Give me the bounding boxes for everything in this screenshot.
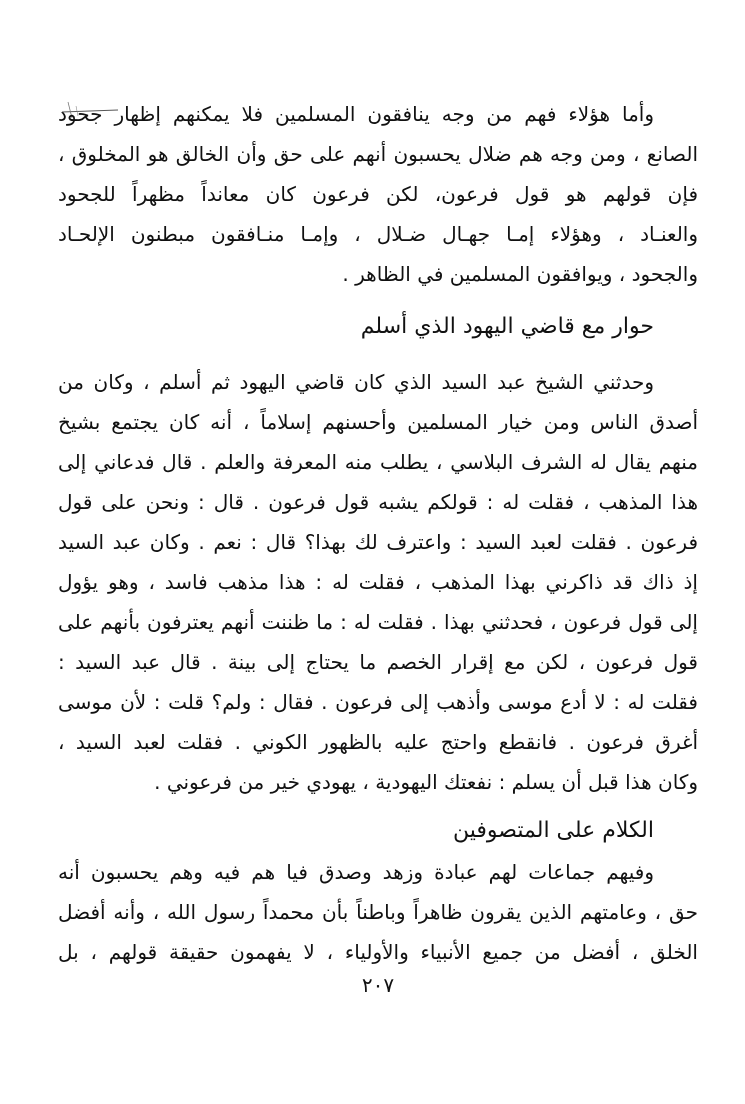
text-line: وأما هؤلاء فهم من وجه ينافقون المسلمين فلا يمكنهم إظهار جحود xyxy=(58,102,654,126)
text-line: وفيهم جماعات لهم عبادة وزهد وصدق فيا هم فيه وهم يحسبون أنه xyxy=(58,860,654,884)
text-line: إذ ذاك قد ذاكرني بهذا المذهب ، فقلت له : هذا مذهب فاسد ، وهو يؤول xyxy=(58,570,698,594)
text-line: قول فرعون ، لكن مع إقرار الخصم ما يحتاج إلى بينة . قال عبد السيد : xyxy=(58,650,698,674)
text-line: فرعون . فقلت لعبد السيد : واعترف لك بهذا؟ قال : نعم . وكان عبد السيد xyxy=(58,530,698,554)
text-line: أصدق الناس ومن خيار المسلمين وأحسنهم إسلاماً ، أنه كان يجتمع بشيخ xyxy=(58,410,698,434)
text-line: والعنـاد ، وهؤلاء إمـا جهـال ضـلال ، وإمـا منـافقون مبطنون الإلحـاد xyxy=(58,222,698,246)
page-number: ٢٠٧ xyxy=(361,973,395,997)
text-line: حق ، وعامتهم الذين يقرون ظاهراً وباطناً بأن محمداً رسول الله ، وأنه أفضل xyxy=(58,900,698,924)
text-line: وكان هذا قبل أن يسلم : نفعتك اليهودية ، يهودي خير من فرعوني . xyxy=(154,770,698,794)
text-line: الخلق ، أفضل من جميع الأنبياء والأولياء ، لا يفهمون حقيقة قولهم ، بل xyxy=(58,940,698,964)
section-heading: حوار مع قاضي اليهود الذي أسلم xyxy=(360,314,654,339)
text-line: وحدثني الشيخ عبد السيد الذي كان قاضي اليهود ثم أسلم ، وكان من xyxy=(58,370,654,394)
text-line: الصانع ، ومن وجه هم ضلال يحسبون أنهم على حق وأن الخالق هو المخلوق ، xyxy=(58,142,698,166)
book-page xyxy=(58,96,698,1056)
text-line: فإن قولهم هو قول فرعون، لكن فرعون كان معانداً مظهراً للجحود xyxy=(58,182,698,206)
section-heading: الكلام على المتصوفين xyxy=(453,818,654,843)
text-line: والجحود ، ويوافقون المسلمين في الظاهر . xyxy=(342,262,698,286)
text-line: منهم يقال له الشرف البلاسي ، يطلب منه المعرفة والعلم . قال فدعاني إلى xyxy=(58,450,698,474)
text-line: أغرق فرعون . فانقطع واحتج عليه بالظهور الكوني . فقلت لعبد السيد ، xyxy=(58,730,698,754)
text-line: هذا المذهب ، فقلت له : قولكم يشبه قول فرعون . قال : ونحن على قول xyxy=(58,490,698,514)
text-line: فقلت له : لا أدع موسى وأذهب إلى فرعون . فقال : ولم؟ قلت : لأن موسى xyxy=(58,690,698,714)
text-line: إلى قول فرعون ، فحدثني بهذا . فقلت له : ما ظننت أنهم يعترفون بأنهم على xyxy=(58,610,698,634)
